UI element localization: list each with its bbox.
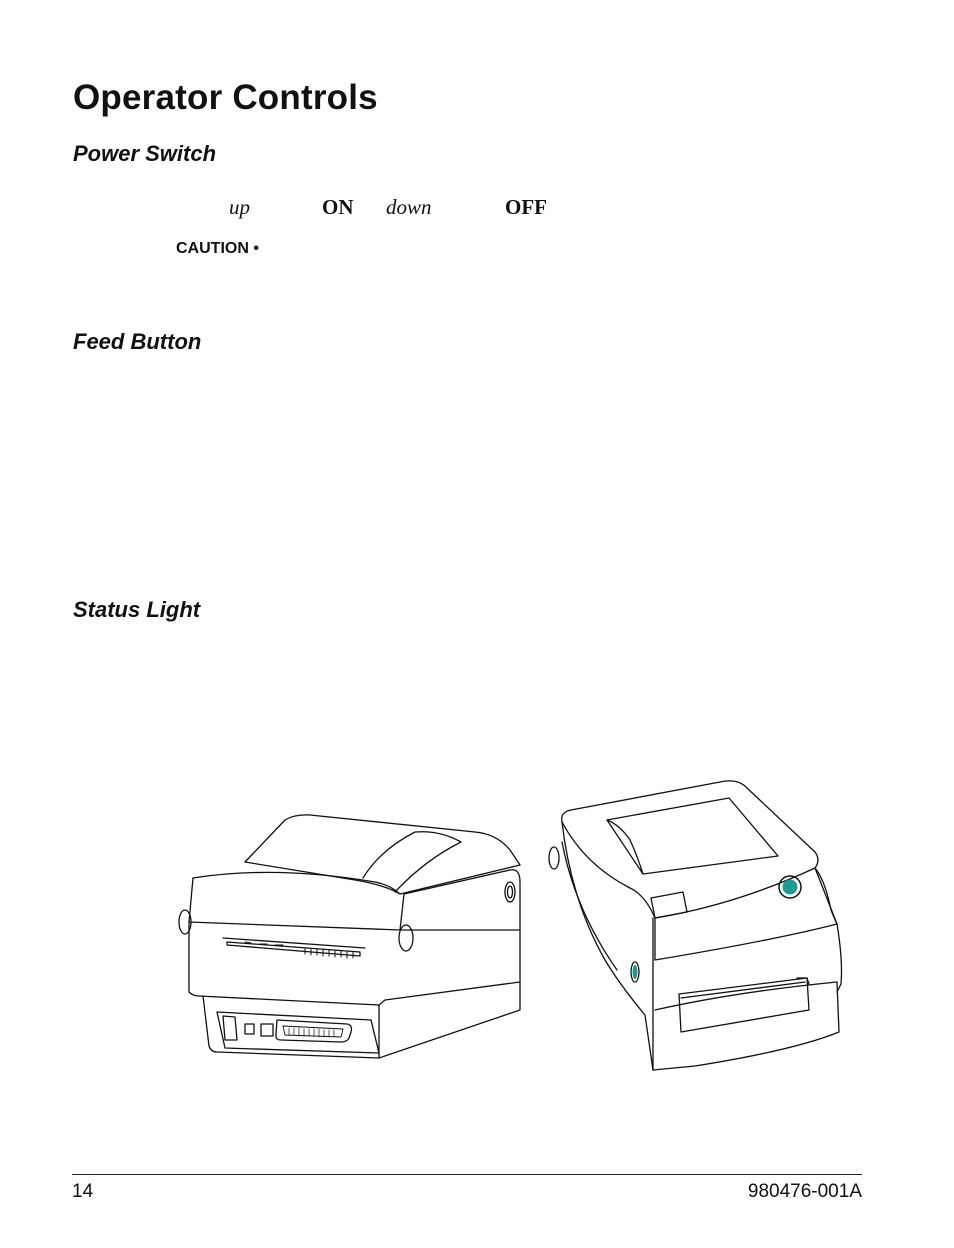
printer-front-view-image <box>549 781 842 1070</box>
footer-rule <box>72 1174 862 1175</box>
section-heading-status-light: Status Light <box>73 597 201 622</box>
footer-doc-number: 980476-001A <box>747 1181 862 1202</box>
status-light-icon <box>783 880 798 895</box>
power-word-down: down <box>386 195 432 219</box>
footer-page-number: 14 <box>72 1181 94 1202</box>
section-heading-power-switch: Power Switch <box>73 141 217 166</box>
printer-illustration <box>175 770 850 1080</box>
section-heading-feed-button: Feed Button <box>73 329 202 354</box>
power-word-off: OFF <box>505 195 547 219</box>
power-word-up: up <box>229 195 250 219</box>
page-title: Operator Controls <box>73 78 378 117</box>
power-word-on: ON <box>322 195 354 219</box>
caution-label: CAUTION • <box>176 240 259 257</box>
printer-rear-view-image <box>179 815 520 1058</box>
